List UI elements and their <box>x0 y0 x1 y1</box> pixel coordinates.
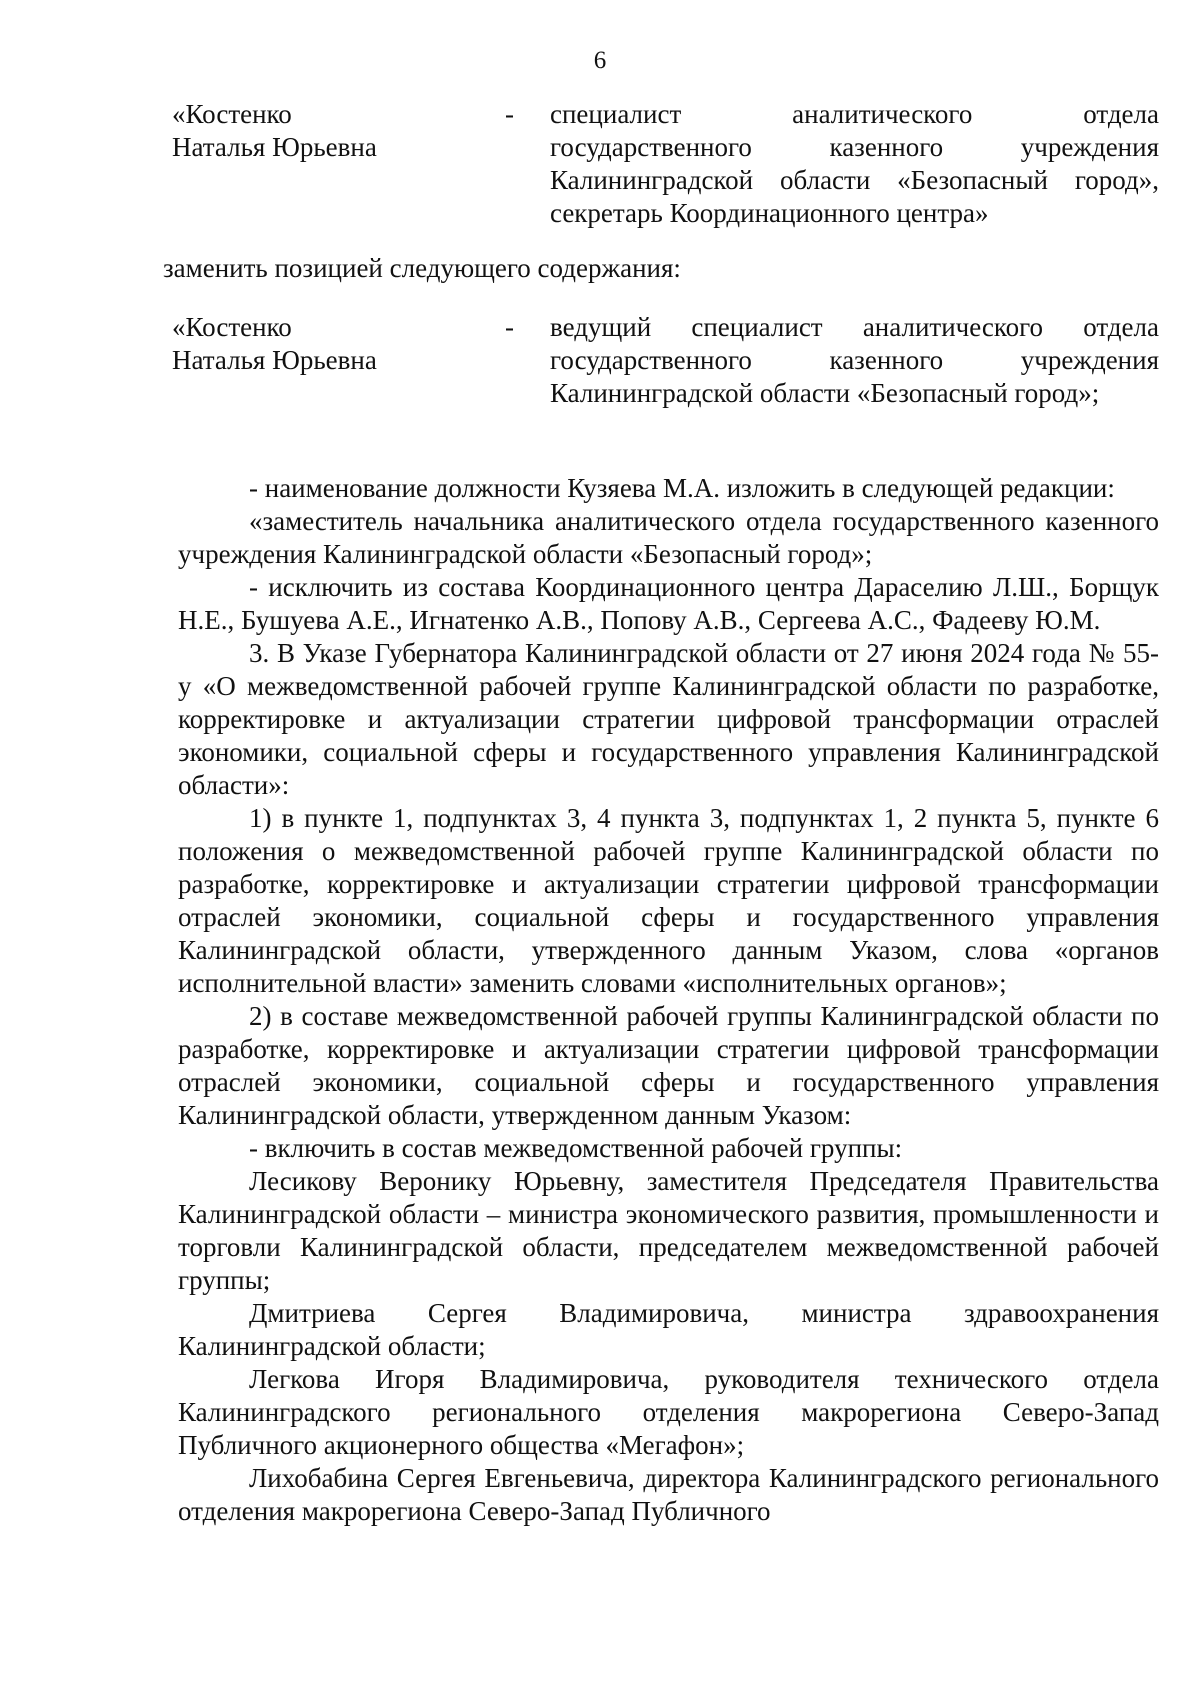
document-body <box>178 472 1159 1528</box>
member-name <box>172 98 472 164</box>
member-position <box>550 311 1159 410</box>
member-position-line: Калининградской области «Безопасный город»; <box>550 378 1100 408</box>
replace-instruction: заменить позицией следующего содержания: <box>163 253 681 283</box>
member-name <box>172 311 472 377</box>
member-name-line: «Костенко <box>172 312 292 342</box>
member-position-line: Калининградской области «Безопасный город», <box>550 165 1159 195</box>
member-name-line: «Костенко <box>172 99 292 129</box>
paragraph: Легкова Игоря Владимировича, руководителя технического отдела Калининградского регионального отделения макрорегиона Северо-Запад Публичного акционерного общества «Мегафон»; <box>178 1364 1159 1460</box>
paragraph: Лихобабина Сергея Евгеньевича, директора Калининградского регионального отделения макрорегиона Северо-Запад Публичного <box>178 1463 1159 1526</box>
paragraph: - исключить из состава Координационного центра Дараселию Л.Ш., Борщук Н.Е., Бушуева А.Е., Игнатенко А.В., Попову А.В., Сергеева А.С., Фадееву Ю.М. <box>178 572 1159 635</box>
paragraph: Дмитриева Сергея Владимировича, министра здравоохранения Калининградской области; <box>178 1298 1159 1361</box>
paragraph: 2) в составе межведомственной рабочей группы Калининградской области по разработке, корректировке и актуализации стратегии цифровой трансформации отраслей экономики, социальной сферы и государственного управления Калининградской области, утвержденном данным Указом: <box>178 1001 1159 1130</box>
entry-dash: - <box>505 99 514 129</box>
member-position-line: государственного казенного учреждения <box>550 132 1159 162</box>
member-position-line: секретарь Координационного центра» <box>550 198 989 228</box>
member-position <box>550 98 1159 230</box>
member-position-line: специалист аналитического отдела <box>550 99 1159 129</box>
page-number: 6 <box>593 47 607 74</box>
paragraph: Лесикову Веронику Юрьевну, заместителя Председателя Правительства Калининградской области – министра экономического развития, промышленности и торговли Калининградской области, председателем межведомственной рабочей группы; <box>178 1166 1159 1295</box>
paragraph: 1) в пункте 1, подпунктах 3, 4 пункта 3, подпунктах 1, 2 пункта 5, пункте 6 положения о межведомственной рабочей группе Калининградской области по разработке, корректировке и актуализации стратегии цифровой трансформации отраслей экономики, социальной сферы и государственного управления Калининградской области, утвержденного данным Указом, слова «органов исполнительной власти» заменить словами «исполнительных органов»; <box>178 803 1159 998</box>
paragraph: - наименование должности Кузяева М.А. изложить в следующей редакции: <box>249 473 1115 503</box>
member-position-line: государственного казенного учреждения <box>550 345 1159 375</box>
paragraph: «заместитель начальника аналитического отдела государственного казенного учреждения Калининградской области «Безопасный город»; <box>178 506 1159 569</box>
paragraph: 3. В Указе Губернатора Калининградской области от 27 июня 2024 года № 55-у «О межведомственной рабочей группе Калининградской области по разработке, корректировке и актуализации стратегии цифровой трансформации отраслей экономики, социальной сферы и государственного управления Калининградской области»: <box>178 638 1159 800</box>
member-name-line: Наталья Юрьевна <box>172 132 377 162</box>
entry-dash: - <box>505 312 514 342</box>
member-name-line: Наталья Юрьевна <box>172 345 377 375</box>
paragraph: - включить в состав межведомственной рабочей группы: <box>249 1133 903 1163</box>
member-position-line: ведущий специалист аналитического отдела <box>550 312 1159 342</box>
